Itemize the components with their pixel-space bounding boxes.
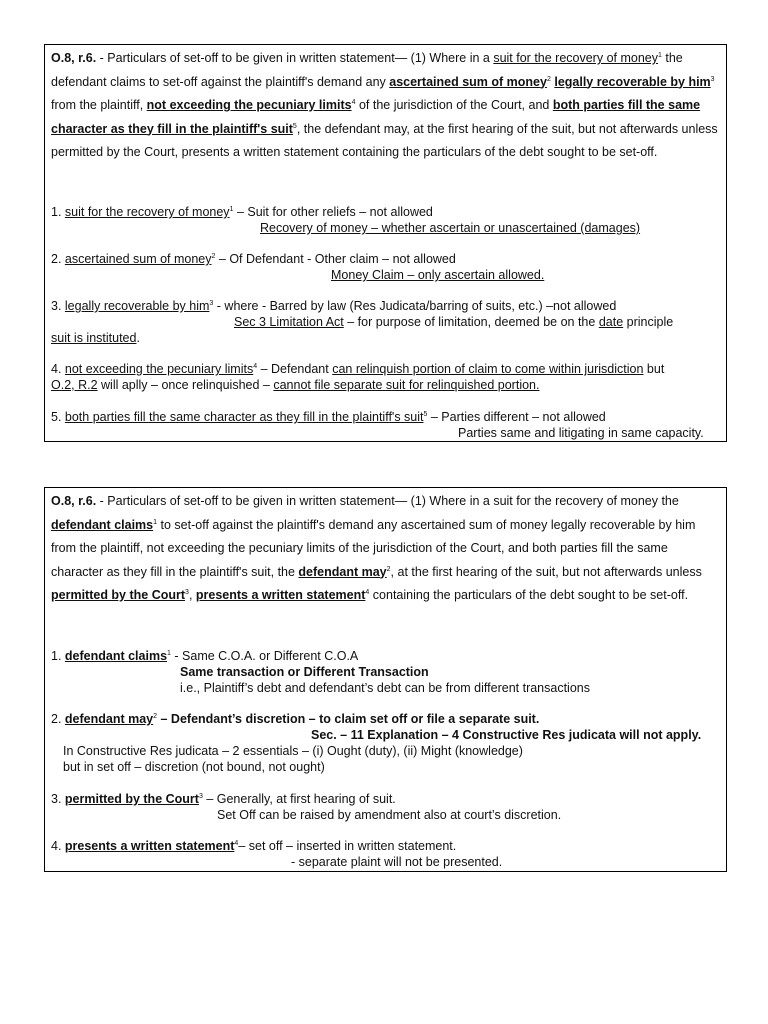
note-number: 1. — [51, 649, 65, 663]
note-detail: O.2, R.2 — [51, 378, 98, 392]
rule-text: - Particulars of set-off to be given in written statement— (1) Where in a — [96, 51, 494, 65]
note-item-4-detail — [291, 854, 502, 870]
note-number: 4. — [51, 362, 65, 376]
key-phrase: suit for the recovery of money — [493, 51, 658, 65]
footnote-ref: 3 — [198, 793, 203, 800]
footnote-ref: 5 — [292, 122, 297, 130]
footnote-ref: 1 — [657, 52, 662, 59]
note-term: suit for the recovery of money — [64, 205, 230, 219]
note-detail: Set Off can be raised by amendment also at court’s discretion. — [217, 808, 562, 822]
note-detail: Recovery of money – whether ascertain or unascertained (damages) — [260, 221, 641, 235]
note-term: permitted by the Court — [64, 792, 199, 806]
note-term: defendant claims — [64, 649, 168, 663]
note-item-5 — [51, 409, 606, 425]
note-text: – Generally, at first hearing of suit. — [202, 792, 396, 806]
note-text: - where - Barred by law (Res Judicata/barring of suits, etc.) –not allowed — [213, 299, 617, 313]
note-item-2 — [51, 251, 456, 267]
rule-paragraph — [51, 490, 720, 608]
footnote-ref: 1 — [153, 518, 158, 526]
note-detail: but in set off – discretion (not bound, not ought) — [63, 760, 325, 774]
note-detail: principle — [623, 315, 674, 329]
note-text: – Parties different – not allowed — [427, 410, 606, 424]
note-number: 1. — [51, 205, 65, 219]
note-text: – Suit for other reliefs – not allowed — [233, 205, 433, 219]
rule-text: of the jurisdiction of the Court, and — [355, 98, 553, 112]
note-item-3-detail-2 — [51, 330, 140, 346]
note-text: – Defendant — [257, 362, 333, 376]
rule-text: , the defendant may, at the first hearing of the suit, but not afterwards unless permitted by the Court, presents a written statement containing the particulars of the debt sought to be set-off. — [51, 121, 718, 159]
note-item-2-detail-2 — [63, 743, 523, 759]
note-item-2-detail — [311, 727, 701, 743]
note-text: - Same C.O.A. or Different C.O.A — [170, 649, 359, 663]
rule-text: the defendant claims to set-off against the plaintiff's demand any — [51, 51, 683, 89]
footnote-ref: 1 — [167, 650, 171, 657]
note-detail: suit is instituted — [51, 331, 137, 345]
note-detail: Sec 3 Limitation Act — [234, 315, 344, 329]
rule-citation: O.8, r.6. — [51, 494, 97, 508]
note-item-3-detail — [234, 314, 673, 330]
note-detail: i.e., Plaintiff’s debt and defendant’s debt can be from different transactions — [180, 681, 590, 695]
footnote-ref: 4 — [234, 840, 239, 847]
note-term: both parties fill the same character as they fill in the plaintiff's suit — [64, 410, 424, 424]
note-term: presents a written statement — [64, 839, 235, 853]
note-detail: Parties same and litigating in same capacity. — [458, 426, 704, 440]
key-phrase: not exceeding the pecuniary limits — [146, 98, 352, 112]
rule-text: , at the first hearing of the suit, but not afterwards unless — [390, 564, 702, 579]
footnote-ref: 2 — [386, 565, 391, 573]
footnote-ref: 3 — [185, 589, 189, 596]
rule-text: containing the particulars of the debt sought to be set-off. — [369, 588, 689, 602]
rule-text: to set-off against the plaintiff's demand any ascertained sum of money legally recoverable by him from the plaintiff, not exceeding the pecuniary limits of the jurisdiction of the Court, and both parties fill the same character as they fill in the plaintiff's suit, the — [51, 517, 696, 579]
footnote-ref: 3 — [209, 300, 214, 307]
note-term: defendant may — [64, 712, 154, 726]
key-phrase: both parties fill the same character as they fill in the plaintiff's suit — [51, 98, 701, 136]
footnote-ref: 2 — [546, 75, 551, 83]
note-detail: - separate plaint will not be presented. — [291, 855, 503, 869]
note-detail: will aplly – once relinquished – — [97, 378, 274, 392]
note-detail: date — [598, 315, 624, 329]
note-detail: – for purpose of limitation, deemed be on the — [343, 315, 599, 329]
note-detail: Same transaction or Different Transaction — [180, 665, 429, 679]
key-phrase: legally recoverable by him — [554, 74, 711, 89]
footnote-ref: 4 — [351, 99, 356, 106]
footnote-ref: 5 — [423, 411, 428, 418]
rule-paragraph — [51, 47, 720, 165]
note-term: can relinquish portion of claim to come within jurisdiction — [332, 362, 644, 376]
rule-text: from the plaintiff, — [51, 98, 147, 112]
key-phrase: permitted by the Court — [51, 588, 186, 602]
note-term: legally recoverable by him — [64, 299, 210, 313]
note-item-4 — [51, 361, 664, 377]
key-phrase: defendant claims — [51, 517, 154, 532]
note-number: 5. — [51, 410, 65, 424]
note-detail: In Constructive Res judicata – 2 essentials – (i) Ought (duty), (ii) Might (knowledge) — [63, 744, 523, 758]
note-term: ascertained sum of money — [64, 252, 212, 266]
note-text: – set off – inserted in written statement. — [238, 839, 457, 853]
key-phrase: defendant may — [298, 564, 387, 579]
footnote-ref: 3 — [710, 75, 715, 83]
note-item-4-detail — [51, 377, 539, 393]
note-detail: Sec. – 11 Explanation – 4 Constructive Res judicata will not apply. — [311, 728, 702, 742]
rule-text: , — [188, 588, 196, 602]
note-number: 3. — [51, 299, 65, 313]
note-detail: cannot file separate suit for relinquished portion. — [273, 378, 540, 392]
footnote-ref: 4 — [365, 589, 370, 596]
note-item-1-detail — [180, 664, 429, 680]
note-detail: . — [136, 331, 140, 345]
notes-box-1 — [44, 44, 727, 442]
key-phrase: ascertained sum of money — [389, 74, 547, 89]
note-term: not exceeding the pecuniary limits — [64, 362, 254, 376]
note-item-3 — [51, 298, 616, 314]
note-item-2 — [51, 711, 539, 727]
note-text: – Of Defendant - Other claim – not allowed — [215, 252, 456, 266]
note-text: but — [643, 362, 665, 376]
notes-box-2 — [44, 487, 727, 872]
note-item-2-detail — [331, 267, 544, 283]
footnote-ref: 2 — [153, 713, 158, 720]
note-item-1 — [51, 204, 433, 220]
note-item-3-detail — [217, 807, 561, 823]
rule-text: - Particulars of set-off to be given in written statement— (1) Where in a suit for the recovery of money the — [96, 494, 679, 508]
note-item-2-detail-3 — [63, 759, 325, 775]
note-item-1-detail-2 — [180, 680, 590, 696]
note-item-1-detail — [260, 220, 640, 236]
key-phrase: presents a written statement — [195, 588, 366, 602]
footnote-ref: 2 — [211, 253, 216, 260]
note-number: 2. — [51, 252, 65, 266]
note-number: 2. — [51, 712, 65, 726]
note-item-3 — [51, 791, 396, 807]
note-item-1 — [51, 648, 358, 664]
note-number: 4. — [51, 839, 65, 853]
note-text: – Defendant’s discretion – to claim set off or file a separate suit. — [157, 712, 540, 726]
note-number: 3. — [51, 792, 65, 806]
footnote-ref: 1 — [229, 206, 234, 213]
rule-citation: O.8, r.6. — [51, 51, 97, 65]
note-item-4 — [51, 838, 456, 854]
note-item-5-detail — [458, 425, 704, 441]
note-detail: Money Claim – only ascertain allowed. — [331, 268, 545, 282]
footnote-ref: 4 — [253, 363, 258, 370]
